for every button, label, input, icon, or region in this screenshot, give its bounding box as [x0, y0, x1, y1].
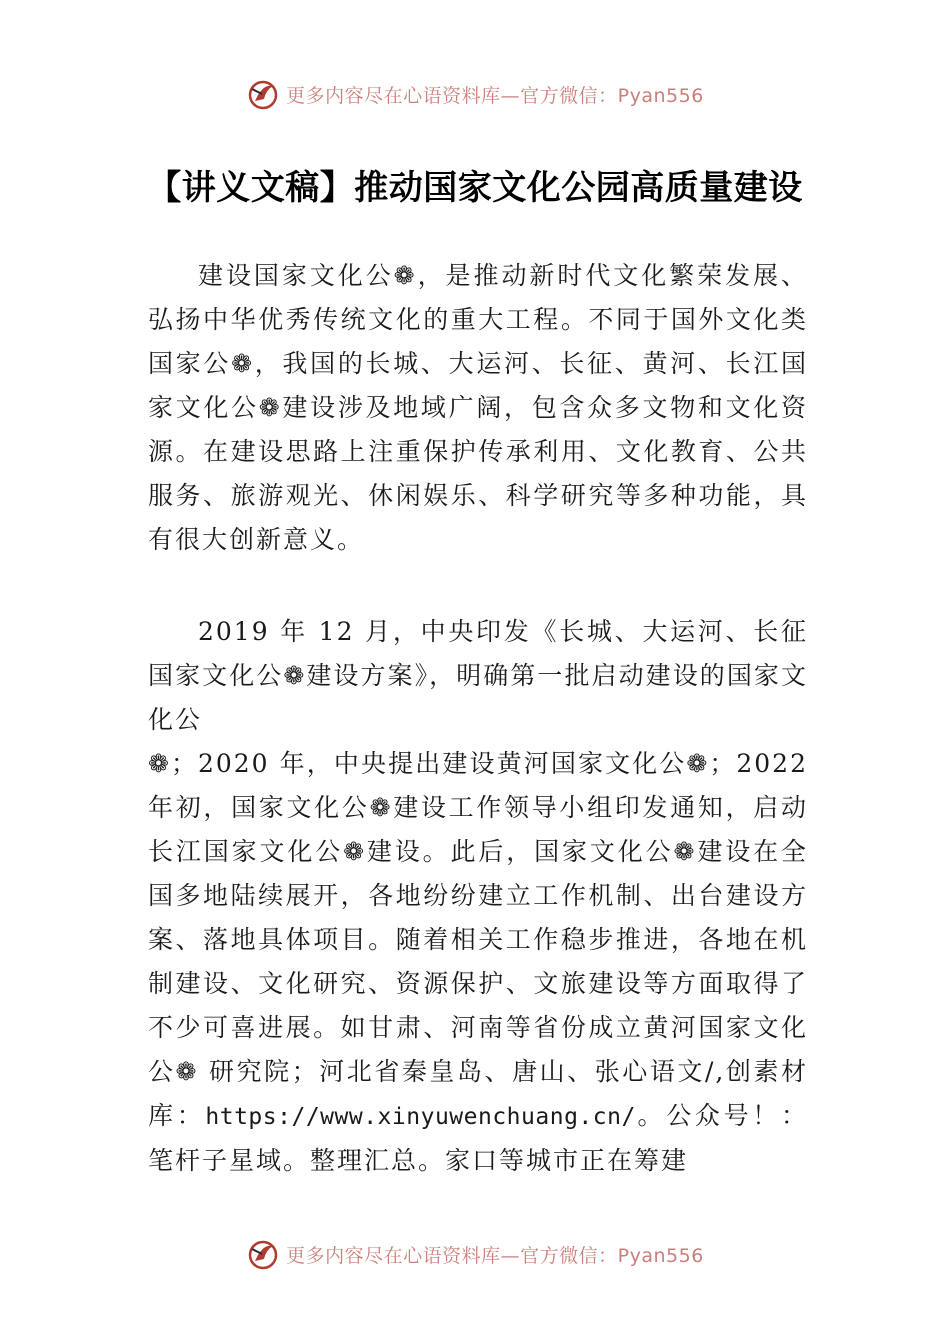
source-url: https://www.xinyuwenchuang.cn/: [205, 1104, 636, 1130]
body-section-1: [148, 254, 808, 562]
document-title: 【讲义文稿】推动国家文化公园高质量建设: [147, 168, 803, 208]
brand-logo-icon: [246, 1237, 280, 1271]
paragraph-2-text: ❁；2020 年，中央提出建设黄河国家文化公❁；2022年初，国家文化公❁建设工作领导小组印发通知，启动长江国家文化公❁建设。此后，国家文化公❁建设在全国多地陆续展开，各地纷纷建立工作机制、出台建设方案、落地具体项目。随着相关工作稳步推进，各地在机制建设、文化研究、资源保护、文旅建设等方面取得了不少可喜进展。如甘肃、河南等省份成立黄河国家文化公❁ 研究院；河北省秦皇岛、唐山、张心语文/,创素材库：: [148, 749, 809, 1130]
wechat-id: Pyan556: [617, 1244, 704, 1267]
paragraph-2-part-2: [148, 742, 808, 1183]
footer-banner: [0, 1234, 950, 1274]
banner-label: 更多内容尽在心语资料库—官方微信：: [286, 84, 618, 107]
body-section-2: [148, 610, 808, 1183]
header-banner: [0, 74, 950, 114]
paragraph-2-tail: 。公众号！：笔杆子星域。整理汇总。家口等城市正在筹建: [148, 1101, 808, 1175]
brand-logo-icon: [246, 77, 280, 111]
banner-text: [286, 81, 704, 108]
paragraph-1: 建设国家文化公❁，是推动新时代文化繁荣发展、弘扬中华优秀传统文化的重大工程。不同于国外文化类国家公❁，我国的长城、大运河、长征、黄河、长江国家文化公❁建设涉及地域广阔，包含众多文物和文化资源。在建设思路上注重保护传承利用、文化教育、公共服务、旅游观光、休闲娱乐、科学研究等多种功能，具有很大创新意义。: [148, 261, 808, 554]
paragraph-2-part-1: 2019 年 12 月，中央印发《长城、大运河、长征国家文化公❁建设方案》，明确第一批启动建设的国家文化公: [148, 617, 808, 734]
banner-label: 更多内容尽在心语资料库—官方微信：: [286, 1244, 618, 1267]
banner-text: [286, 1241, 704, 1268]
wechat-id: Pyan556: [617, 84, 704, 107]
